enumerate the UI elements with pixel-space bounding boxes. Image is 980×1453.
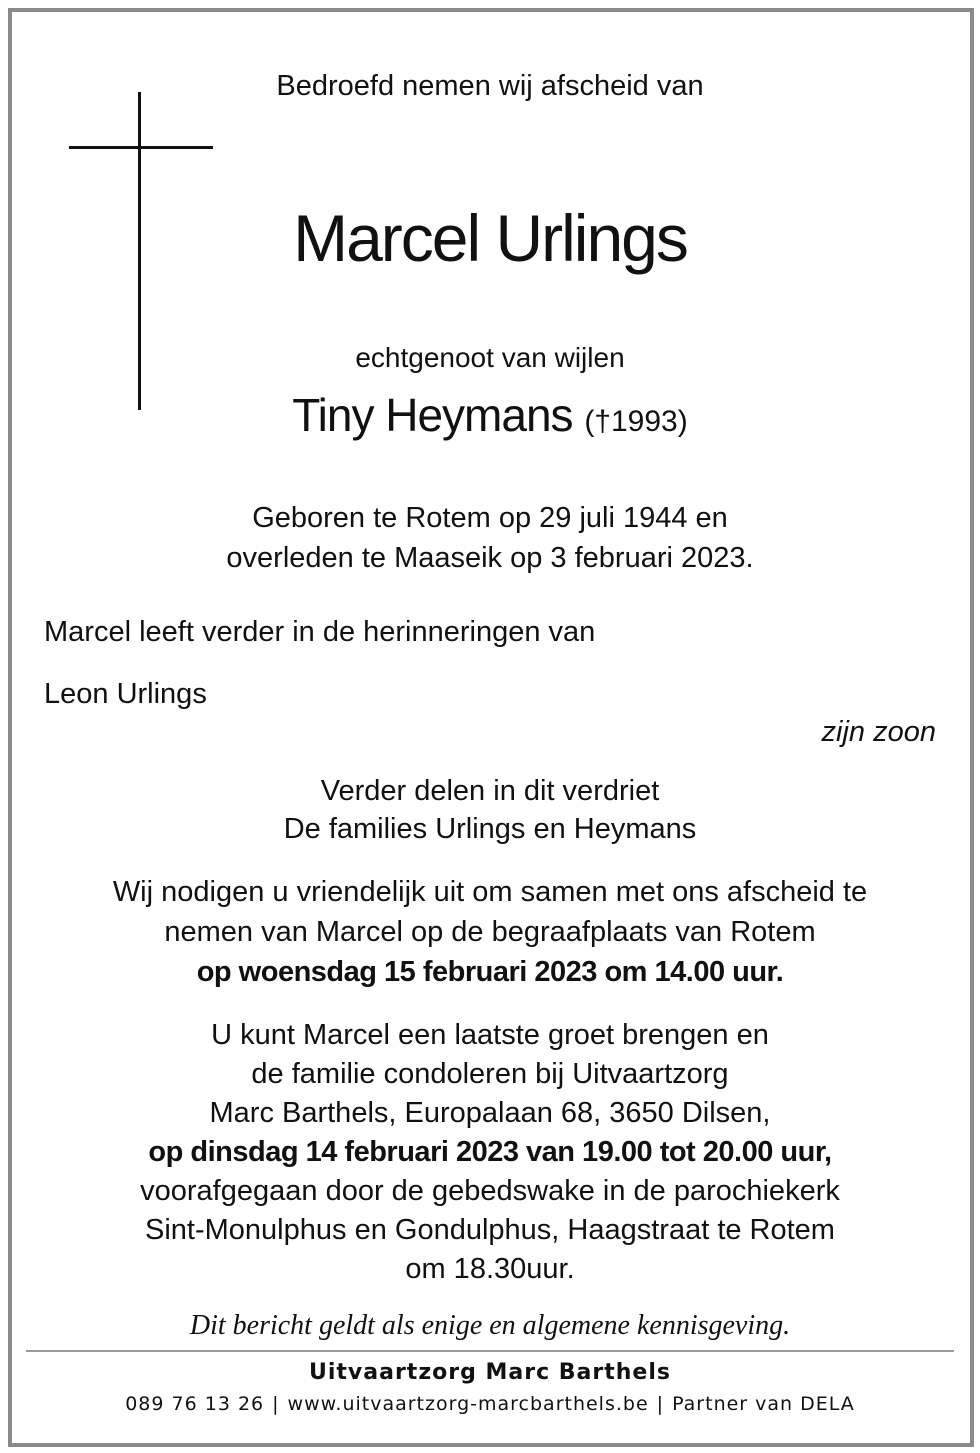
visitation-block (0, 1016, 980, 1289)
memory-intro: Marcel leeft verder in de herinneringen van (44, 616, 596, 648)
son-name: Leon Urlings (44, 678, 207, 710)
invite-line-1: Wij nodigen u vriendelijk uit om samen met ons afscheid te (112, 876, 868, 908)
footer-contact (0, 1393, 980, 1415)
visitation-date: op dinsdag 14 februari 2023 van 19.00 tot 20.00 uur, (148, 1136, 832, 1168)
footer-separator: | (656, 1393, 665, 1415)
visit-line-5: voorafgegaan door de gebedswake in de parochiekerk (140, 1175, 840, 1207)
footer-partner: Partner van DELA (672, 1393, 855, 1415)
share-block (0, 772, 980, 848)
share-line-1: Verder delen in dit verdriet (320, 775, 660, 807)
footer-divider (26, 1350, 954, 1352)
footer-company: Uitvaartzorg Marc Barthels (309, 1360, 671, 1385)
spouse-name: Tiny Heymans (292, 389, 573, 441)
death-line: overleden te Maaseik op 3 februari 2023. (226, 542, 754, 574)
son-relation: zijn zoon (821, 716, 936, 748)
cross-icon-bar (69, 146, 213, 149)
birth-line: Geboren te Rotem op 29 juli 1944 en (252, 502, 728, 534)
funeral-date: op woensdag 15 februari 2023 om 14.00 uur. (196, 956, 784, 988)
spouse-line (0, 388, 980, 442)
footer-phone: 089 76 13 26 (125, 1393, 265, 1415)
invite-line-2: nemen van Marcel op de begraafplaats van Rotem (164, 916, 816, 948)
visit-line-2: de familie condoleren bij Uitvaartzorg (251, 1058, 729, 1090)
intro-text: Bedroefd nemen wij afscheid van (276, 70, 704, 102)
birth-death-block (0, 498, 980, 578)
share-line-2: De families Urlings en Heymans (283, 813, 697, 845)
deceased-name: Marcel Urlings (293, 201, 687, 275)
spouse-intro: echtgenoot van wijlen (355, 342, 625, 373)
visit-line-6: Sint-Monulphus en Gondulphus, Haagstraat te Rotem (145, 1214, 835, 1246)
funeral-invitation (0, 872, 980, 992)
general-notice: Dit bericht geldt als enige en algemene kennisgeving. (189, 1310, 791, 1341)
footer-website[interactable]: www.uitvaartzorg-marcbarthels.be (287, 1393, 649, 1415)
visit-line-7: om 18.30uur. (405, 1253, 575, 1285)
visit-line-3: Marc Barthels, Europalaan 68, 3650 Dilsen, (209, 1097, 771, 1129)
spouse-death-year: (†1993) (584, 405, 688, 438)
visit-line-1: U kunt Marcel een laatste groet brengen en (211, 1019, 769, 1051)
footer-separator: | (272, 1393, 280, 1415)
